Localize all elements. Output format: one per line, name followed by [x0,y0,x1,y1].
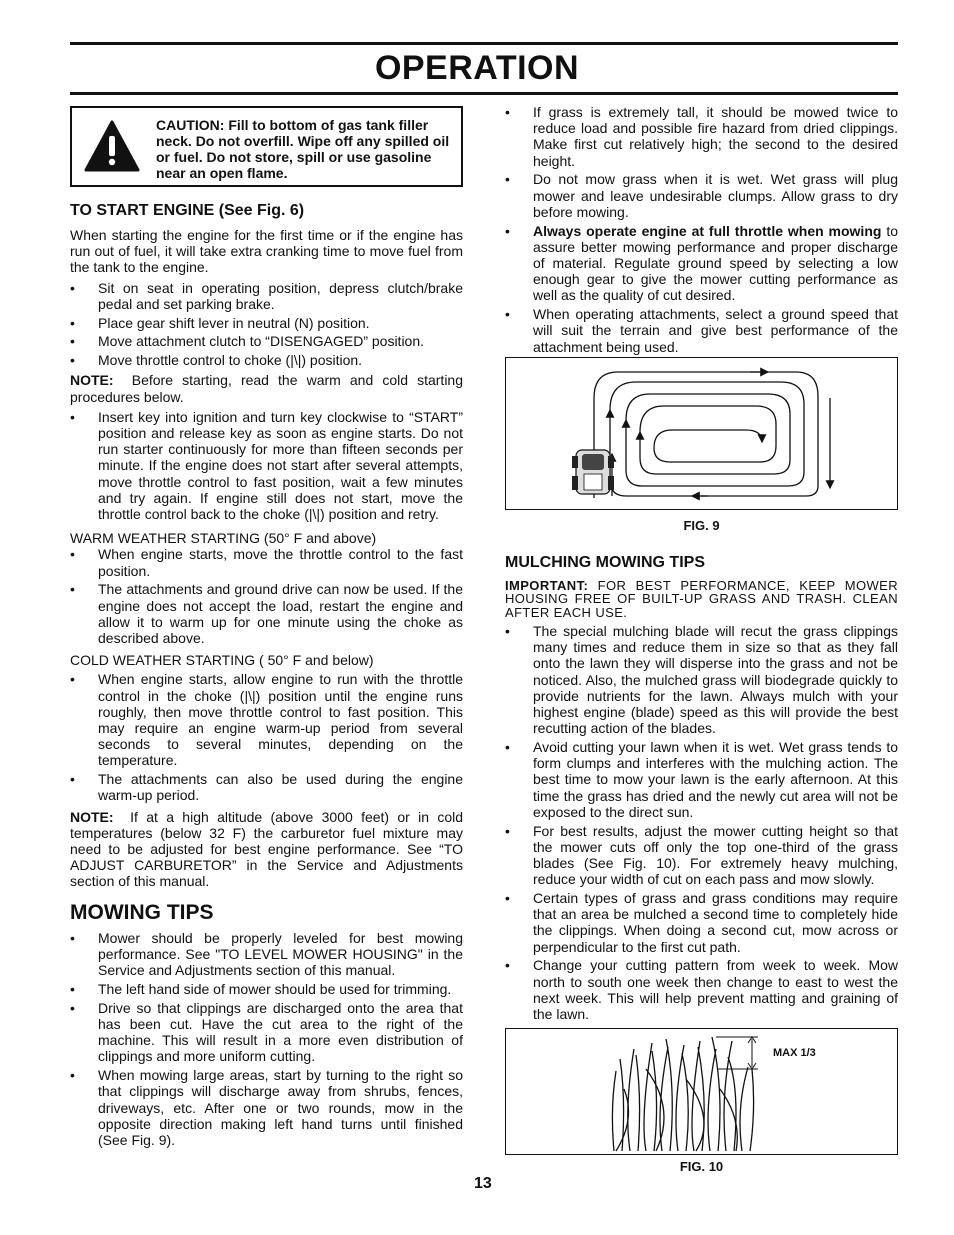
caution-text: CAUTION: Fill to bottom of gas tank filler neck. Do not overfill. Wipe off any spilled oil or fuel. Do not store, spill or use gasoline near an open flame. [156,117,450,181]
important-note [505,579,898,620]
fig9-caption: FIG. 9 [683,518,720,534]
list-item [505,223,898,304]
list-item: • Place gear shift lever in neutral (N) position. [70,315,463,331]
riding-mower-icon [572,450,614,494]
list-item: • Avoid cutting your lawn when it is wet. Wet grass tends to form clumps and interferes with the mulching action. The best time to mow your lawn is the early afternoon. At this time the grass has dried and the newly cut area will not be exposed to the direct sun. [505,739,898,820]
list-item: • When engine starts, move the throttle control to the fast position. [70,546,463,578]
right-column [505,104,898,1175]
warm-weather-steps [70,546,463,646]
note-label: NOTE: [70,372,114,389]
important-text: FOR BEST PERFORMANCE, KEEP MOWER HOUSING FREE OF BUILT-UP GRASS AND TRASH. CLEAN AFTER EACH USE. [505,577,899,621]
key-step-list [70,409,463,522]
list-item: • Do not mow grass when it is wet. Wet grass will plug mower and leave undesirable clumps. Allow grass to dry before mowing. [505,171,898,220]
note-text: Before starting, read the warm and cold starting procedures below. [70,372,464,405]
list-item: • Mower should be properly leveled for best mowing performance. See "TO LEVEL MOWER HOUSING" in the Service and Adjustments section of this manual. [70,930,463,979]
throttle-text: to assure better mowing performance and proper discharge of material. Regulate ground speed by selecting a low enough gear to give the mower cutting performance as well as the quality of cut desired. [533,222,899,304]
list-item: • Sit on seat in operating position, depress clutch/brake pedal and set parking brake. [70,280,463,312]
max-third-label: MAX 1/3 [773,1047,816,1060]
mowing-tips-continued [505,104,898,355]
list-item: • Move attachment clutch to “DISENGAGED” position. [70,333,463,349]
cold-weather-heading: COLD WEATHER STARTING ( 50° F and below) [70,652,374,669]
list-item: • The attachments can also be used during the engine warm-up period. [70,771,463,803]
list-item: • Change your cutting pattern from week to week. Mow north to south one week then change to east to west the next week. This will help prevent matting and graining of the lawn. [505,957,898,1022]
mowing-pattern-diagram [506,358,896,508]
fig9-figure [505,357,898,510]
title-underline [70,92,898,95]
mowing-tips-heading: MOWING TIPS [70,900,214,924]
fig10-figure [505,1028,898,1155]
throttle-bold-text: Always operate engine at full throttle when mowing [533,222,882,239]
left-column [70,104,463,1151]
note-starting [70,372,463,404]
mulching-heading: MULCHING MOWING TIPS [505,553,705,571]
list-item: • Certain types of grass and grass conditions may require that an area be mulched a second time to completely hide the clippings. When doing a second cut, mow across or perpendicular to the first cut path. [505,890,898,955]
list-item: • Drive so that clippings are discharged onto the area that has been cut. Have the cut area to the right of the machine. This will result in a more even distribution of clippings and more uniform cutting. [70,1000,463,1065]
list-item: • For best results, adjust the mower cutting height so that the mower cuts off only the top one-third of the grass blades (See Fig. 10). For extremely heavy mulching, reduce your width of cut on each pass and mow slowly. [505,823,898,888]
list-item: • When mowing large areas, start by turning to the right so that clippings will discharge away from shrubs, fences, driveways, etc. After one or two rounds, mow in the opposite direction making left hand turns until finished (See Fig. 9). [70,1067,463,1148]
warning-icon [84,120,140,172]
warm-weather-heading: WARM WEATHER STARTING (50° F and above) [70,530,377,547]
top-rule [70,42,898,45]
start-engine-steps [70,280,463,369]
caution-box [70,106,463,187]
note-altitude [70,809,463,890]
list-item: • The left hand side of mower should be used for trimming. [70,981,463,997]
start-engine-heading: TO START ENGINE (See Fig. 6) [70,202,305,219]
list-item: • Insert key into ignition and turn key clockwise to “START” position and release key as soon as engine starts. Do not run starter continuously for more than fifteen seconds per minute. If the engine does not start after several attempts, move throttle control to fast position, wait a few minutes and try again. If engine still does not start, move the throttle control back to the choke (|\|) position and retry. [70,409,463,522]
list-item: • When engine starts, allow engine to run with the throttle control in the choke (|\|) position until the engine runs roughly, then move throttle control to fast position. This may require an engine warm-up period from several seconds to several minutes, depending on the temperature. [70,671,463,768]
fig10-caption: FIG. 10 [679,1159,724,1175]
important-label: IMPORTANT: [505,577,589,593]
list-item: • When operating attachments, select a ground speed that will suit the terrain and give best performance of the attachment being used. [505,306,898,355]
grass-height-diagram [506,1029,896,1153]
list-item: • If grass is extremely tall, it should be mowed twice to reduce load and possible fire hazard from dried clippings. Make first cut relatively high; the second to the desired height. [505,104,898,169]
list-item: • The attachments and ground drive can now be used. If the engine does not accept the load, restart the engine and allow it to warm up for one minute using the choke as described above. [70,581,463,646]
mulching-list [505,623,898,1022]
list-item: • The special mulching blade will recut the grass clippings many times and reduce them in size so that as they fall onto the lawn they will disperse into the grass and not be noticed. Also, the mulched grass will biodegrade quickly to provide nutrients for the lawn. Always mulch with your highest engine (blade) speed as this will provide the best recutting action of the blades. [505,623,898,736]
list-item: • Move throttle control to choke (|\|) position. [70,352,463,368]
note-label: NOTE: [70,808,114,825]
start-engine-intro: When starting the engine for the first time or if the engine has run out of fuel, it will take extra cranking time to move fuel from the tank to the engine. [70,227,463,276]
page-title: OPERATION [374,49,580,87]
note-text: If at a high altitude (above 3000 feet) or in cold temperatures (below 32 F) the carburetor fuel mixture may need to be adjusted for best engine performance. See “TO ADJUST CARBURETOR” in the Service and Adjustments section of this manual. [70,808,464,890]
cold-weather-steps [70,671,463,803]
mowing-tips-list [70,930,463,1148]
page-number: 13 [474,1175,492,1192]
